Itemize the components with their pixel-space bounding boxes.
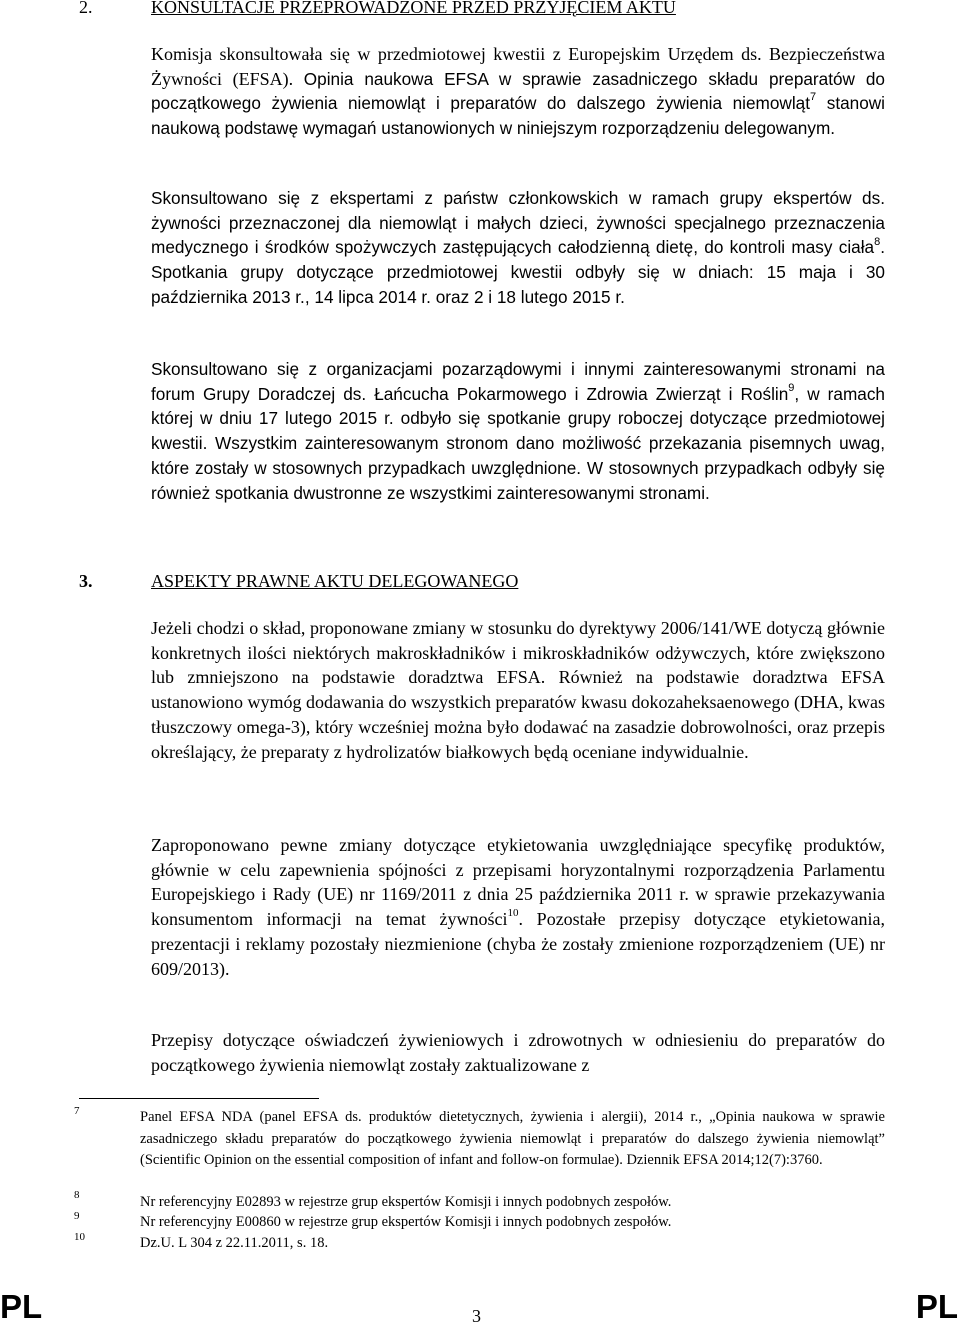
page-number: 3 (472, 1306, 481, 1326)
paragraph-text: . Pozostałe przepisy dotyczące etykietowania, prezentacji i reklamy pozostały niezmienione (chyba że zostały zmienione rozporządzeniem (UE) nr 609/2013). (151, 909, 886, 979)
footnote-10: Dz.U. L 304 z 22.11.2011, s. 18. (140, 1235, 329, 1251)
paragraph-text: . Spotkania grupy dotyczące przedmiotowej kwestii odbyły się w dniach: 15 maja i 30 października 2013 r., 14 lipca 2014 r. oraz 2 i 18 lutego 2015 r. (151, 237, 885, 307)
paragraph-text: Komisja skonsultowała się w przedmiotowej kwestii z Europejskim Urzędem ds. Bezpieczeństwa Żywności (EFSA). (151, 44, 885, 89)
section-3-paragraph-2 (151, 833, 885, 981)
footnote-number-10: 10 (74, 1231, 85, 1243)
section-3-paragraph-3: Przepisy dotyczące oświadczeń żywieniowych i zdrowotnych w odniesieniu do preparatów do początkowego żywienia niemowląt zostały zaktualizowane z (151, 1030, 885, 1075)
paragraph-text: Zaproponowano pewne zmiany dotyczące etykietowania uwzględniające specyfikę produktów, głównie w celu zapewnienia spójności z przepisami horyzontalnymi rozporządzenia Parlamentu Europejskiego i Rady (UE) nr 1169/2011 z dnia 25 października 2011 r. w sprawie przekazywania konsumentom informacji na temat żywności (151, 835, 885, 930)
section-3-title: ASPEKTY PRAWNE AKTU DELEGOWANEGO (151, 571, 519, 591)
footnote-7: Panel EFSA NDA (panel EFSA ds. produktów dietetycznych, żywienia i alergii), 2014 r., „Opinia naukowa w sprawie zasadniczego składu preparatów do początkowego żywienia niemowląt i preparatów do dalszego żywienia niemowląt” (Scientific Opinion on the essential composition of infant and follow-on formulae). Dziennik EFSA 2014;12(7):3760. (140, 1109, 885, 1168)
footer-language-left: PL (0, 1288, 43, 1325)
footnote-9: Nr referencyjny E00860 w rejestrze grup ekspertów Komisji i innych podobnych zespołów. (140, 1214, 672, 1230)
footnote-number-9: 9 (74, 1210, 80, 1222)
paragraph-text: Skonsultowano się z ekspertami z państw członkowskich w ramach grupy ekspertów ds. żywności przeznaczonej dla niemowląt i małych dzieci, żywności specjalnego przeznaczenia medycznego i środków spożywczych zastępujących całodzienną dietę, do kontroli masy ciała (151, 188, 885, 258)
paragraph-text: Skonsultowano się z organizacjami pozarządowymi i innymi zainteresowanymi stronami na forum Grupy Doradczej ds. Łańcucha Pokarmowego i Zdrowia Zwierząt i Roślin (151, 359, 885, 404)
footnote-separator (79, 1098, 319, 1099)
footnote-8: Nr referencyjny E02893 w rejestrze grup ekspertów Komisji i innych podobnych zespołów. (140, 1194, 672, 1210)
section-2-paragraph-1 (151, 42, 885, 141)
section-2-number: 2. (79, 0, 93, 17)
footnote-ref-8[interactable]: 8 (874, 235, 881, 248)
paragraph-text: stanowi naukową podstawę wymagań ustanowionych w niniejszym rozporządzeniu delegowanym. (151, 93, 886, 139)
paragraph-text: Opinia naukowa EFSA w sprawie zasadniczego składu preparatów do początkowego żywienia niemowląt i preparatów do dalszego żywienia niemowląt (151, 68, 885, 114)
footnote-ref-9[interactable]: 9 (788, 381, 795, 394)
footnote-number-7: 7 (74, 1105, 80, 1117)
section-2-paragraph-3 (151, 357, 885, 505)
section-3-paragraph-1: Jeżeli chodzi o skład, proponowane zmiany w stosunku do dyrektywy 2006/141/WE dotyczą głównie konkretnych ilości niektórych makroskładników i mikroskładników odżywczych, które zwiększono lub zmniejszono na podstawie doradztwa EFSA. Również na podstawie doradztwa EFSA ustanowiono wymóg dodawania do wszystkich preparatów kwasu dokozaheksaenowego (DHA, kwas tłuszczowy omega-3), który wcześniej można było dodawać na zasadzie dobrowolności, oraz przepis określający, że preparaty z hydrolizatów białkowych będą oceniane indywidualnie. (151, 618, 885, 762)
footer-language-right: PL (915, 1288, 958, 1325)
footnote-number-8: 8 (74, 1189, 80, 1201)
section-3-number: 3. (79, 571, 93, 591)
footnote-ref-10[interactable]: 10 (507, 907, 519, 920)
footnote-ref-7[interactable]: 7 (810, 91, 817, 104)
section-2-paragraph-2 (151, 186, 885, 310)
paragraph-text: , w ramach której w dniu 17 lutego 2015 r. odbyło się spotkanie grupy roboczej dotyczące przedmiotowej kwestii. Wszystkim zainteresowanym stronom dano możliwość przekazania pisemnych uwag, które zostały w stosownych przypadkach uwzględnione. W stosownych przypadkach odbyły się również spotkania dwustronne ze wszystkimi zainteresowanymi stronami. (151, 383, 885, 503)
section-2-title: KONSULTACJE PRZEPROWADZONE PRZED PRZYJĘCIEM AKTU (151, 0, 676, 17)
